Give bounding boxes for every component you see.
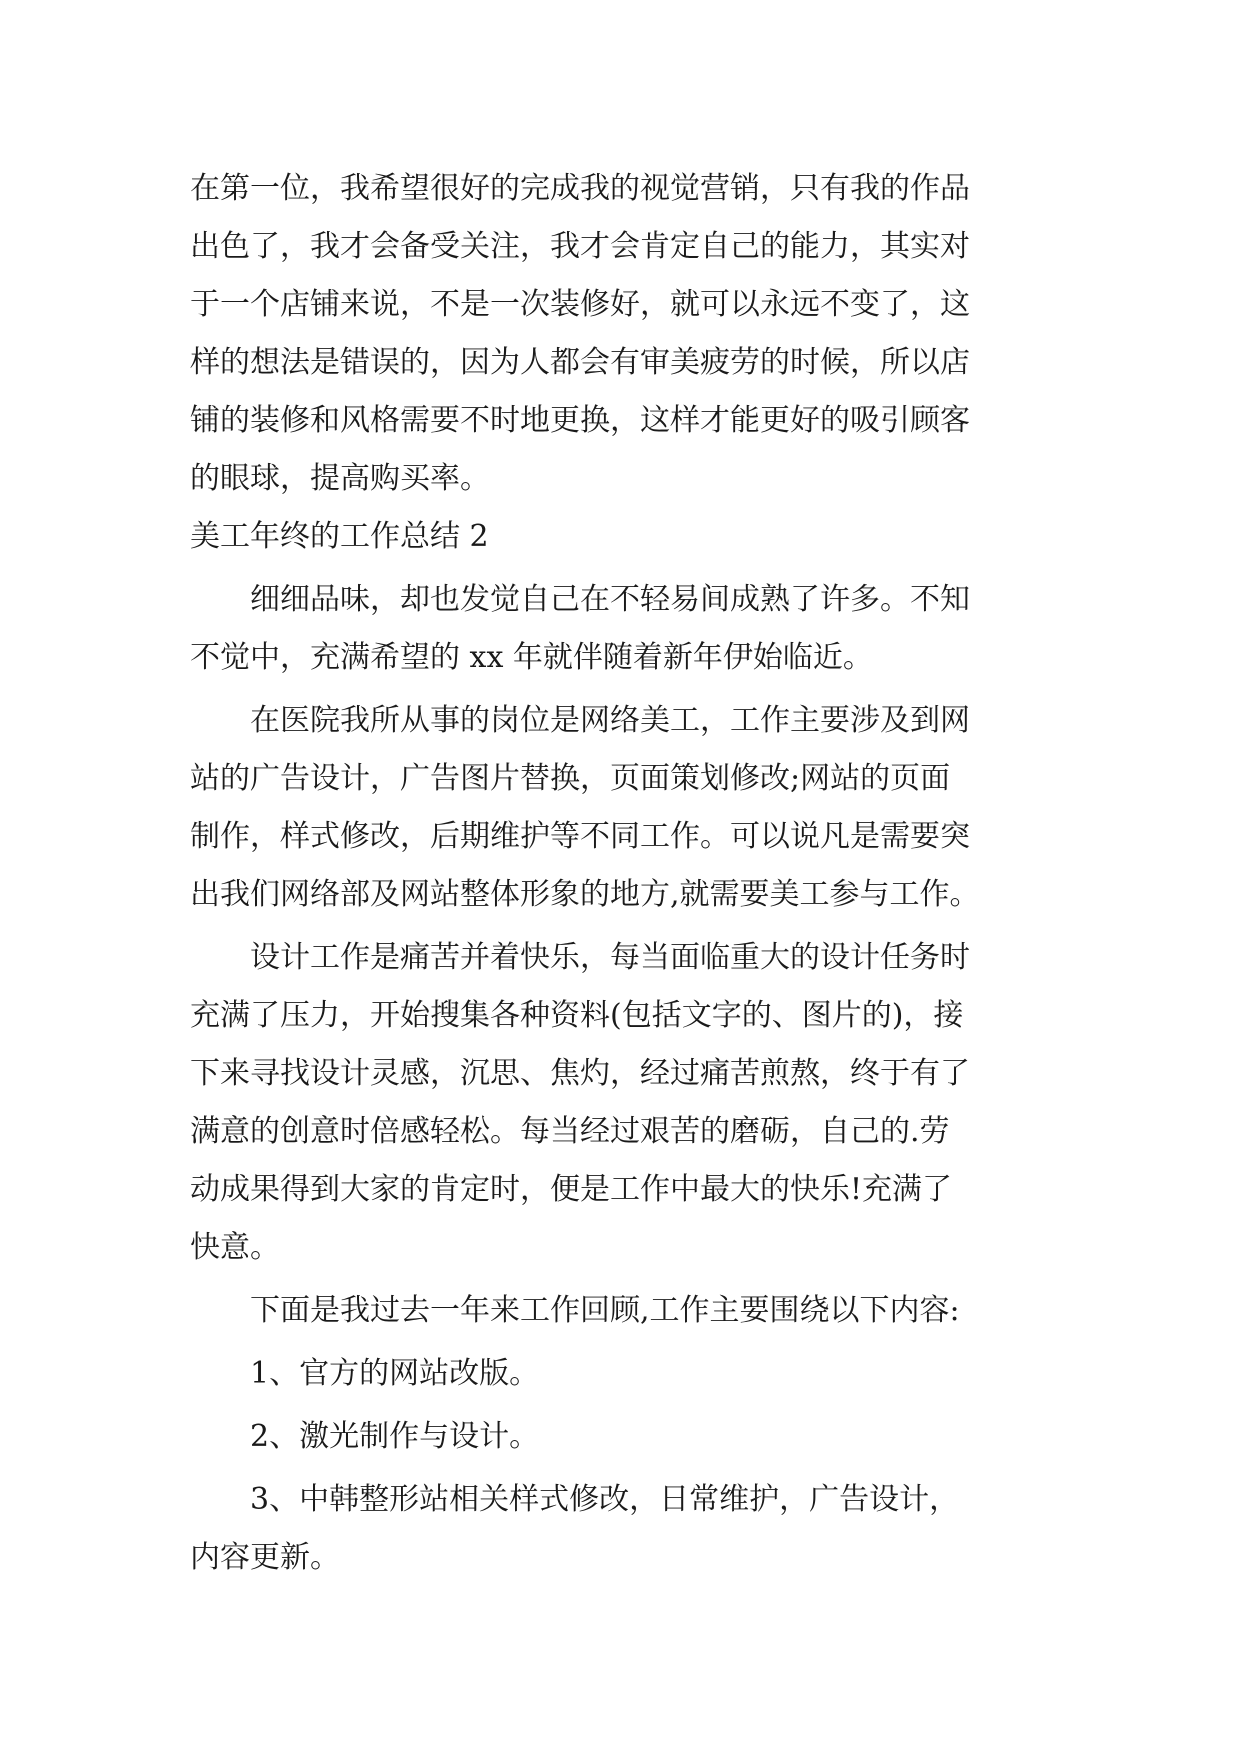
paragraph-line: 的眼球，提高购买率。 bbox=[190, 461, 490, 496]
paragraph-line: 设计工作是痛苦并着快乐，每当面临重大的设计任务时 bbox=[250, 940, 970, 975]
paragraph-line: 在第一位，我希望很好的完成我的视觉营销，只有我的作品 bbox=[190, 171, 970, 206]
paragraph-line: 满意的创意时倍感轻松。每当经过艰苦的磨砺，自己的.劳 bbox=[190, 1114, 950, 1149]
paragraph-line: 铺的装修和风格需要不时地更换，这样才能更好的吸引顾客 bbox=[190, 403, 970, 438]
list-item: 1、官方的网站改版。 bbox=[250, 1356, 540, 1391]
paragraph-line: 快意。 bbox=[190, 1230, 280, 1265]
paragraph-line: 不觉中，充满希望的 xx 年就伴随着新年伊始临近。 bbox=[190, 640, 873, 675]
paragraph-line: 制作，样式修改，后期维护等不同工作。可以说凡是需要突 bbox=[190, 819, 970, 854]
document-body bbox=[190, 160, 1050, 1587]
paragraph-line: 于一个店铺来说，不是一次装修好，就可以永远不变了，这 bbox=[190, 287, 970, 322]
paragraph-line: 细细品味，却也发觉自己在不轻易间成熟了许多。不知 bbox=[250, 582, 970, 617]
list-item: 3、中韩整形站相关样式修改，日常维护，广告设计， bbox=[250, 1482, 960, 1517]
paragraph-line: 出我们网络部及网站整体形象的地方,就需要美工参与工作。 bbox=[190, 877, 980, 912]
paragraph-line: 在医院我所从事的岗位是网络美工，工作主要涉及到网 bbox=[250, 703, 970, 738]
list-item-continuation: 内容更新。 bbox=[190, 1540, 340, 1575]
paragraph-line: 充满了压力，开始搜集各种资料(包括文字的、图片的)，接 bbox=[190, 998, 964, 1033]
section-heading: 美工年终的工作总结 2 bbox=[190, 519, 489, 554]
list-item: 2、激光制作与设计。 bbox=[250, 1419, 540, 1454]
paragraph-line: 动成果得到大家的肯定时，便是工作中最大的快乐!充满了 bbox=[190, 1172, 953, 1207]
paragraph-line: 样的想法是错误的，因为人都会有审美疲劳的时候，所以店 bbox=[190, 345, 970, 380]
paragraph-line: 下来寻找设计灵感，沉思、焦灼，经过痛苦煎熬，终于有了 bbox=[190, 1056, 970, 1091]
paragraph-line: 下面是我过去一年来工作回顾,工作主要围绕以下内容: bbox=[250, 1293, 960, 1328]
paragraph-line: 站的广告设计，广告图片替换，页面策划修改;网站的页面 bbox=[190, 761, 951, 796]
paragraph-line: 出色了，我才会备受关注，我才会肯定自己的能力，其实对 bbox=[190, 229, 970, 264]
